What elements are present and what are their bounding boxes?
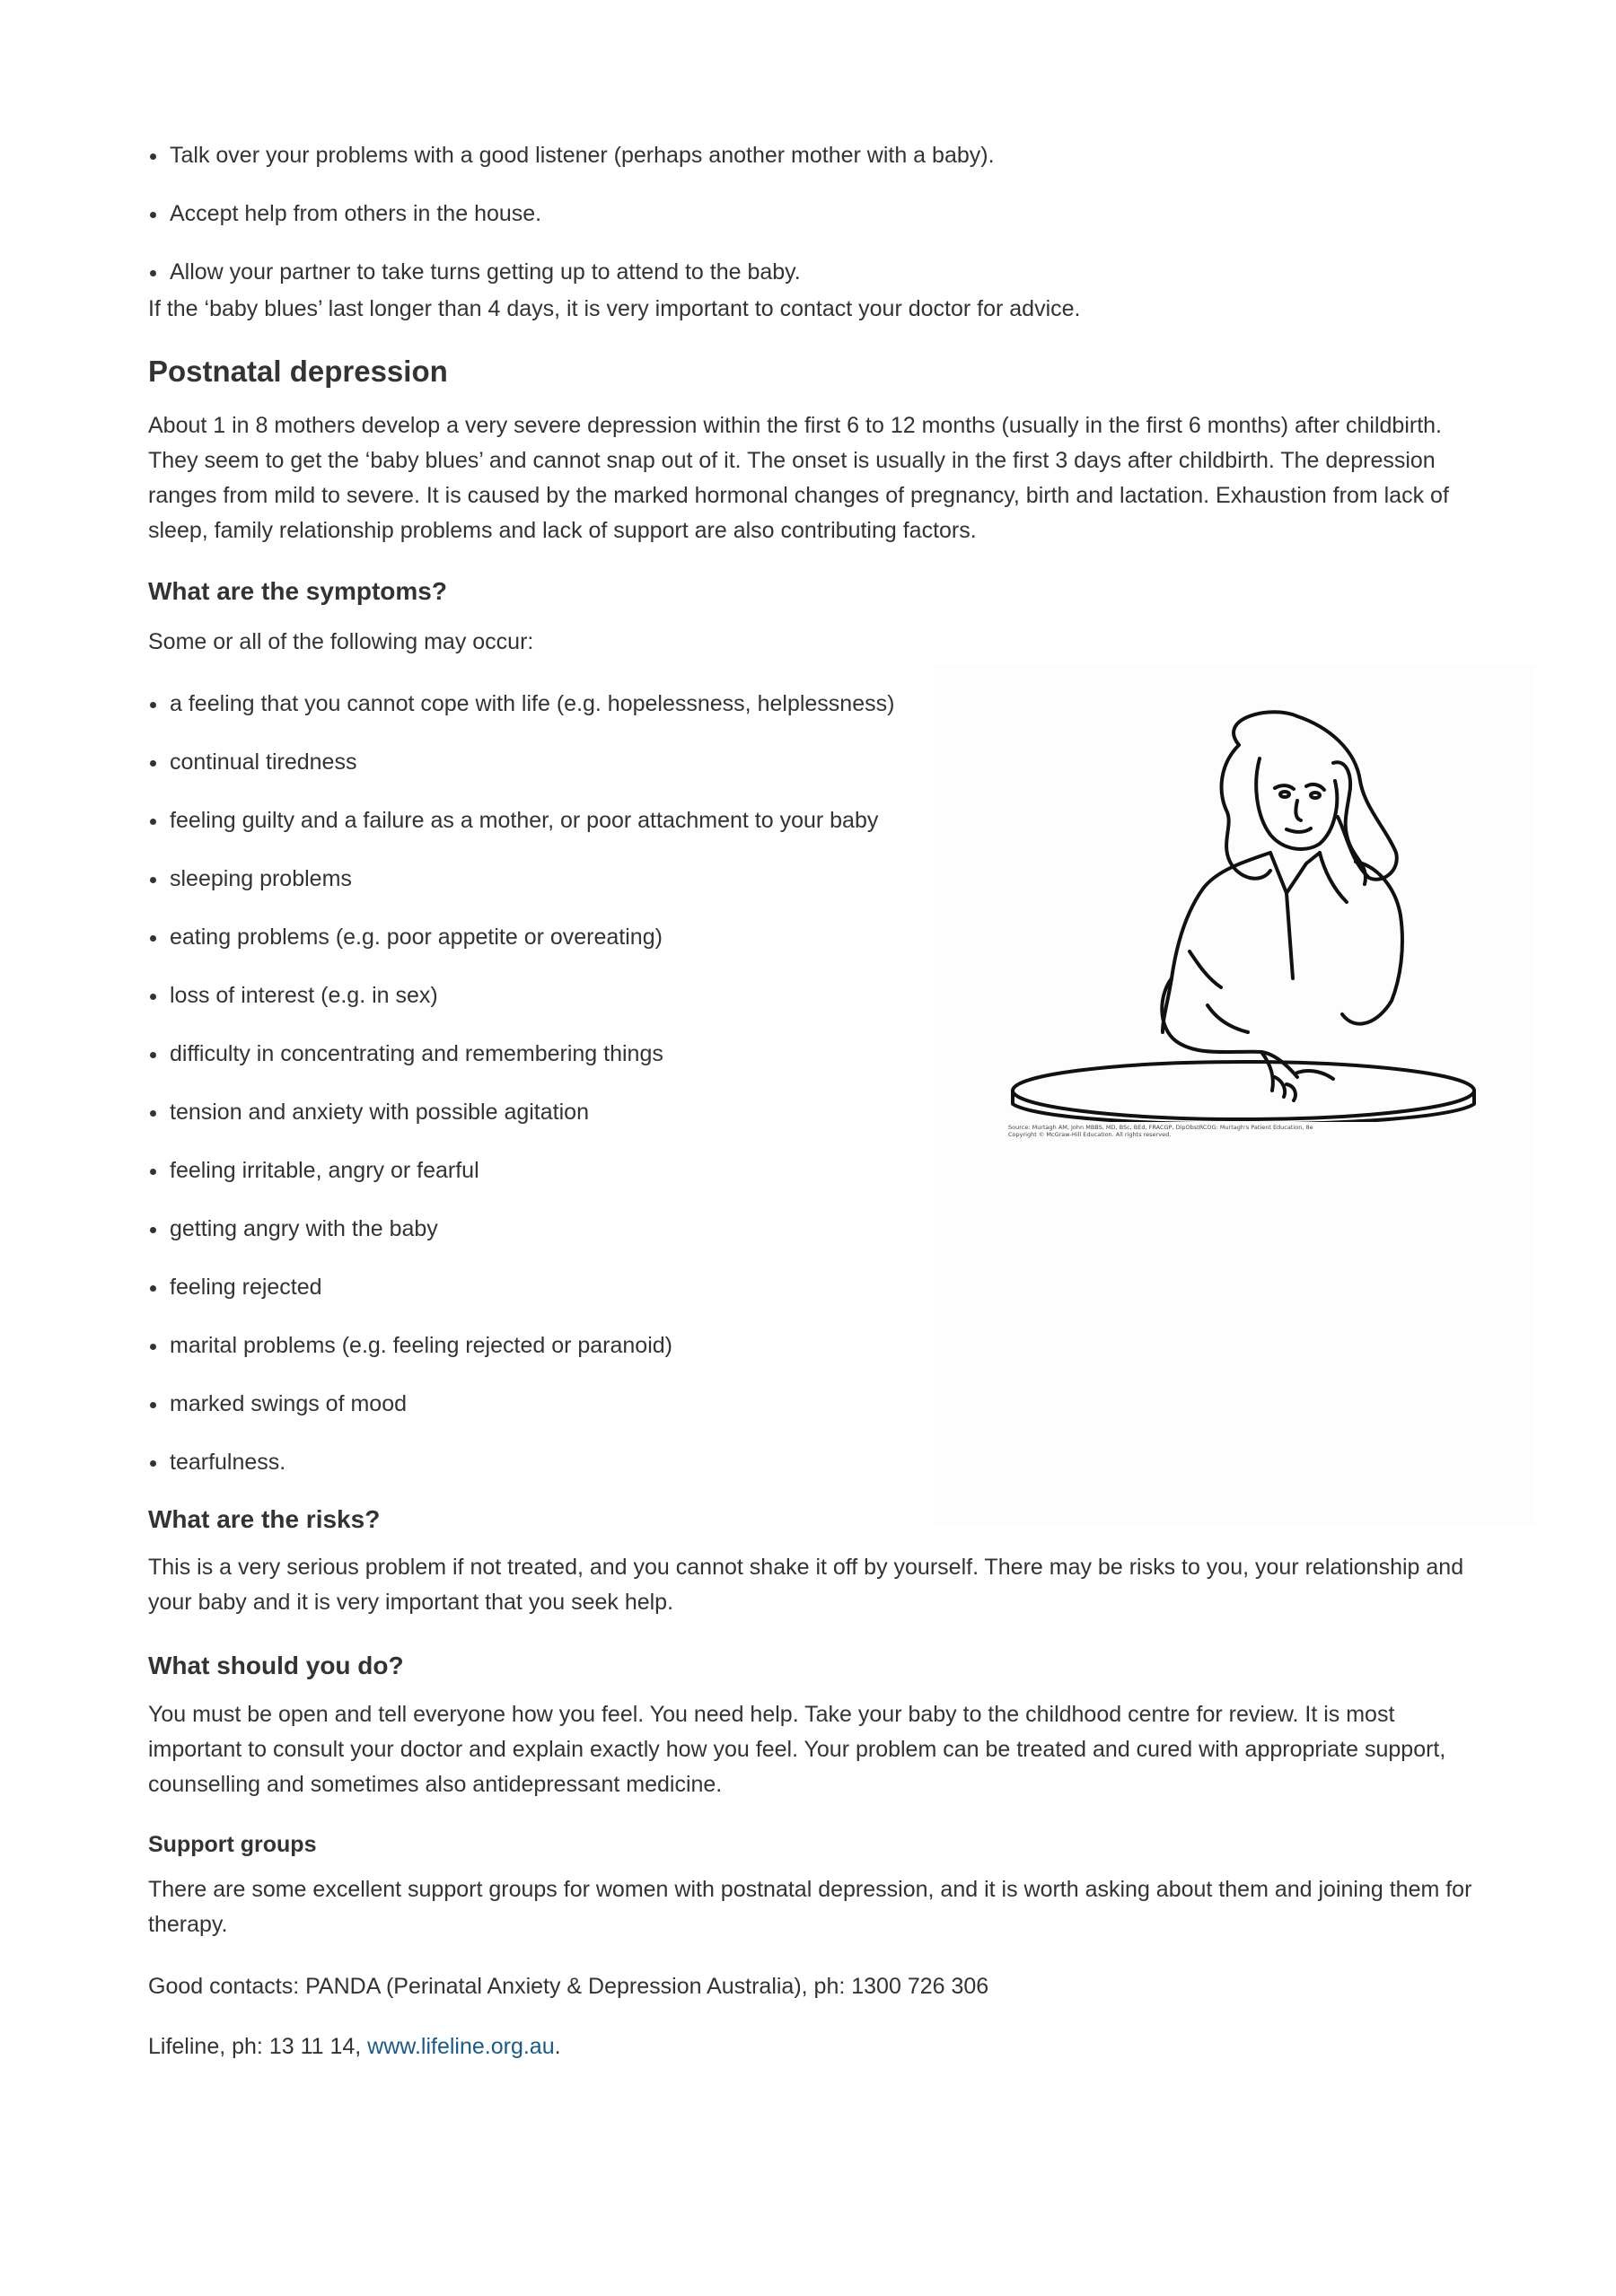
list-item: loss of interest (e.g. in sex) xyxy=(148,978,894,1013)
lifeline-link[interactable]: www.lifeline.org.au xyxy=(367,2034,555,2059)
list-item: getting angry with the baby xyxy=(148,1212,894,1247)
list-item: Accept help from others in the house. xyxy=(148,197,995,232)
list-item: feeling guilty and a failure as a mother, or poor attachment to your baby xyxy=(148,803,894,838)
lifeline-line xyxy=(148,2029,1477,2064)
symptoms-lead: Some or all of the following may occur: xyxy=(148,629,534,654)
section-heading-risks: What are the risks? xyxy=(148,1505,381,1533)
what-to-do-paragraph: You must be open and tell everyone how you feel. You need help. Take your baby to the childhood centre for review. It is most important to consult your doctor and explain exactly how you feel. Your problem can be treated and cured with appropriate support, counselling and sometimes also antidepressant medicine. xyxy=(148,1702,1446,1797)
figure-caption xyxy=(1008,1124,1331,1138)
list-item: feeling rejected xyxy=(148,1270,894,1305)
distressed-woman-illustration xyxy=(1001,709,1486,1122)
coping-tips-list xyxy=(148,138,995,313)
support-groups-paragraph: There are some excellent support groups for women with postnatal depression, and it is worth asking about them and joining them for therapy. xyxy=(148,1877,1472,1937)
postnatal-intro-paragraph: About 1 in 8 mothers develop a very severe depression within the first 6 to 12 months (usually in the first 6 months) after childbirth. They seem to get the ‘baby blues’ and cannot snap out of it. The onset is usually in the first 3 days after childbirth. The depression ranges from mild to severe. It is caused by the marked hormonal changes of pregnancy, birth and lactation. Exhaustion from lack of sleep, family relationship problems and lack of support are also contributing factors. xyxy=(148,413,1449,543)
section-heading-what-to-do: What should you do? xyxy=(148,1652,404,1679)
list-item: feeling irritable, angry or fearful xyxy=(148,1153,894,1188)
list-item: sleeping problems xyxy=(148,862,894,897)
list-item: tension and anxiety with possible agitation xyxy=(148,1095,894,1130)
list-item: Allow your partner to take turns getting up to attend to the baby. xyxy=(148,255,995,290)
list-item: continual tiredness xyxy=(148,745,894,780)
list-item: marital problems (e.g. feeling rejected or paranoid) xyxy=(148,1328,894,1363)
lifeline-suffix: . xyxy=(554,2034,561,2059)
section-heading-symptoms: What are the symptoms? xyxy=(148,577,447,605)
lifeline-prefix: Lifeline, ph: 13 11 14, xyxy=(148,2034,368,2059)
risks-paragraph: This is a very serious problem if not treated, and you cannot shake it off by yourself. There may be risks to you, your relationship and your baby and it is very important that you seek help. xyxy=(148,1555,1464,1615)
figure-caption-copyright: Copyright © McGraw-Hill Education. All rights reserved. xyxy=(1008,1131,1172,1138)
section-heading-support-groups: Support groups xyxy=(148,1832,317,1857)
figure-caption-source: Source: Murtagh AM, John MBBS, MD, BSc, BEd, FRACGP, DipObstRCOG: Murtagh's Patient Education, 8e xyxy=(1008,1124,1313,1131)
good-contacts-line: Good contacts: PANDA (Perinatal Anxiety & Depression Australia), ph: 1300 726 306 xyxy=(148,1974,989,1999)
symptoms-list xyxy=(148,687,894,1503)
list-item: a feeling that you cannot cope with life (e.g. hopelessness, helplessness) xyxy=(148,687,894,722)
list-item: eating problems (e.g. poor appetite or overeating) xyxy=(148,920,894,955)
list-item: Talk over your problems with a good listener (perhaps another mother with a baby). xyxy=(148,138,995,173)
section-heading-postnatal-depression: Postnatal depression xyxy=(148,355,448,388)
list-item: tearfulness. xyxy=(148,1445,894,1480)
list-item: difficulty in concentrating and remembering things xyxy=(148,1037,894,1072)
baby-blues-note: If the ‘baby blues’ last longer than 4 days, it is very important to contact your doctor for advice. xyxy=(148,296,1081,321)
list-item: marked swings of mood xyxy=(148,1387,894,1422)
